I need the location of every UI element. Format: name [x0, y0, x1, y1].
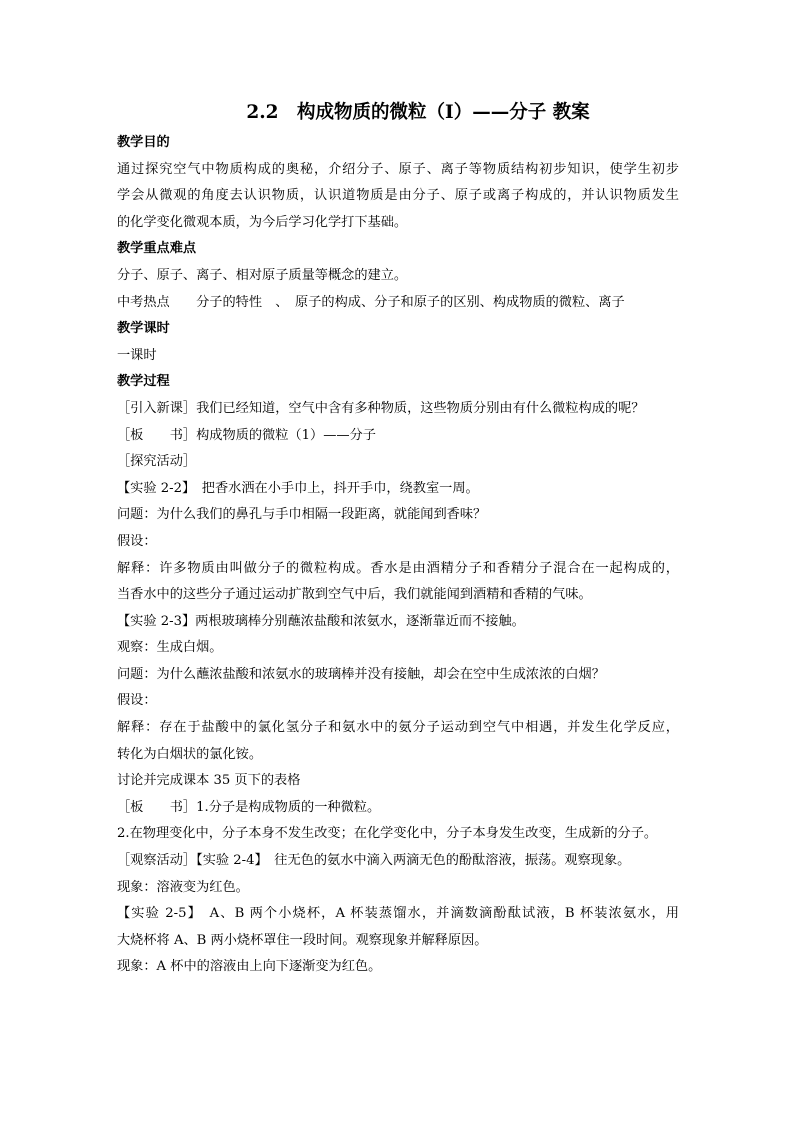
text-line: 【实验 2-3】两根玻璃棒分别蘸浓盐酸和浓氨水，逐渐靠近而不接触。 [117, 613, 525, 629]
text-line: 当香水中的这些分子通过运动扩散到空气中后，我们就能闻到酒精和香精的气味。 [117, 587, 592, 603]
section-heading: 教学课时 [117, 321, 170, 337]
document-title: 2.2 构成物质的微粒（Ⅰ）——分子 教案 [246, 102, 590, 123]
text-line: ［引入新课］我们已经知道，空气中含有多种物质，这些物质分别由有什么微粒构成的呢？ [117, 400, 645, 416]
text-line: 大烧杯将 A、B 两小烧杯罩住一段时间。观察现象并解释原因。 [117, 932, 488, 948]
text-line: 分子、原子、离子、相对原子质量等概念的建立。 [117, 267, 408, 283]
text-line: 的化学变化微观本质，为今后学习化学打下基础。 [117, 214, 408, 230]
section-heading: 教学过程 [117, 374, 170, 390]
text-line: 通过探究空气中物质构成的奥秘，介绍分子、原子、离子等物质结构初步知识，使学生初步 [117, 161, 679, 177]
text-line: ［板 书］构成物质的微粒（1）——分子 [117, 427, 376, 443]
text-line: 问题：为什么蘸浓盐酸和浓氨水的玻璃棒并没有接触，却会在空中生成浓浓的白烟？ [117, 666, 605, 682]
section-heading: 教学重点难点 [117, 241, 197, 257]
text-line: 解释：存在于盐酸中的氯化氢分子和氨水中的氨分子运动到空气中相遇，并发生化学反应， [117, 720, 679, 736]
text-line: 【实验 2-2】 把香水洒在小手巾上，抖开手巾，绕教室一周。 [117, 480, 479, 496]
text-line: 讨论并完成课本 35 页下的表格 [117, 773, 301, 789]
text-line: 问题：为什么我们的鼻孔与手巾相隔一段距离，就能闻到香味？ [117, 507, 487, 523]
text-line: 假设： [117, 533, 157, 549]
text-line: 现象：A 杯中的溶液由上向下逐渐变为红色。 [117, 959, 382, 975]
text-line: 假设： [117, 693, 157, 709]
text-line: 解释：许多物质由叫做分子的微粒构成。香水是由酒精分子和香精分子混合在一起构成的， [117, 560, 679, 576]
text-line: 观察：生成白烟。 [117, 640, 223, 656]
text-line: ［观察活动］【实验 2-4】 往无色的氨水中滴入两滴无色的酚酞溶液，振荡。观察现象。 [117, 853, 631, 869]
text-line: ［板 书］1.分子是构成物质的一种微粒。 [117, 799, 381, 815]
document-body [117, 130, 679, 981]
text-line: 转化为白烟状的氯化铵。 [117, 746, 263, 762]
text-line: 【实验 2-5】 A、B 两个小烧杯，A 杯装蒸馏水，并滴数滴酚酞试液，B 杯装浓氨水，用 [117, 906, 679, 922]
text-line: 学会从微观的角度去认识物质，认识道物质是由分子、原子或离子构成的，并认识物质发生 [117, 188, 679, 204]
document-page [117, 100, 679, 981]
text-line: 中考热点 分子的特性 、 原子的构成、分子和原子的区别、构成物质的微粒、离子 [117, 294, 625, 310]
text-line: 一课时 [117, 347, 157, 363]
text-line: 2.在物理变化中，分子本身不发生改变；在化学变化中，分子本身发生改变，生成新的分子。 [117, 826, 658, 842]
section-heading: 教学目的 [117, 135, 170, 150]
text-line: 现象：溶液变为红色。 [117, 879, 249, 895]
text-line: ［探究活动］ [117, 454, 197, 470]
